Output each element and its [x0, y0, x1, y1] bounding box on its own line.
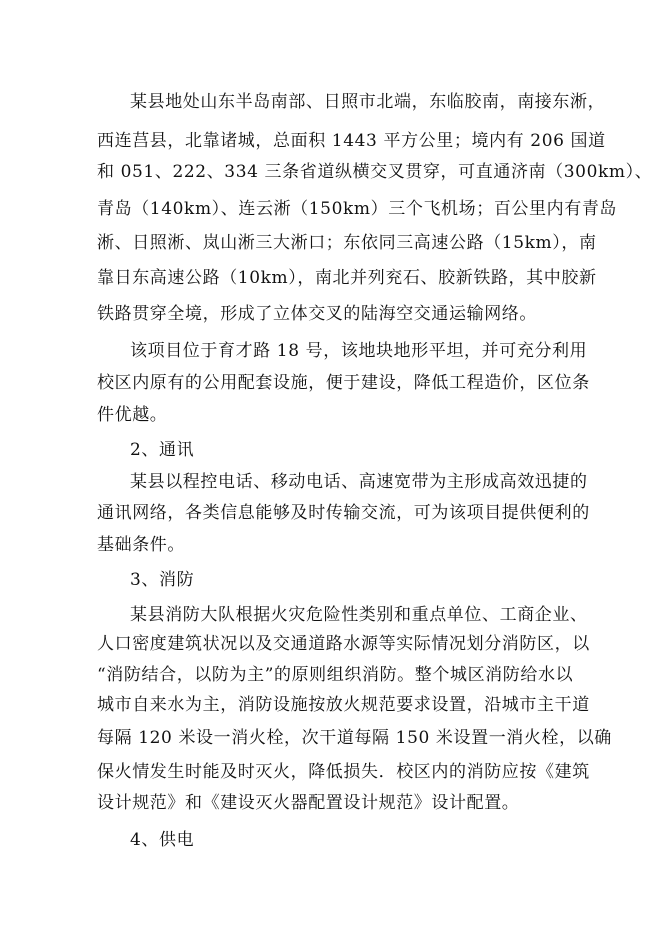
- text-line-21: 保火情发生时能及时灭火，降低损失．校区内的消防应按《建筑: [97, 762, 590, 782]
- text-line-14: 基础条件。: [97, 535, 185, 555]
- text-line-12: 某县以程控电话、移动电话、高速宽带为主形成高效迅捷的: [130, 472, 588, 492]
- text-line-9: 校区内原有的公用配套设施，便于建设，降低工程造价，区位条: [97, 373, 590, 393]
- text-line-4: 青岛（140km）、连云淅（150km）三个飞机场；百公里内有青岛: [97, 199, 618, 219]
- text-line-8: 该项目位于育才路 18 号，该地块地形平坦，并可充分利用: [130, 341, 588, 361]
- text-line-17: 人口密度建筑状况以及交通道路水源等实际情况划分消防区，以: [97, 634, 590, 654]
- text-line-6: 靠日东高速公路（10km），南北并列兖石、胶新铁路，其中胶新: [97, 268, 597, 288]
- text-line-19: 城市自来水为主，消防设施按放火规范要求设置，沿城市主干道: [97, 695, 590, 715]
- section-heading-3: 3、消防: [130, 570, 195, 590]
- section-heading-2: 2、通讯: [130, 440, 195, 460]
- text-line-5: 淅、日照淅、岚山淅三大淅口；东依同三高速公路（15km），南: [97, 233, 597, 253]
- text-line-16: 某县消防大队根据火灾危险性类别和重点单位、工商企业、: [130, 605, 588, 625]
- text-line-22: 设计规范》和《建设灭火器配置设计规范》设计配置。: [97, 793, 520, 813]
- text-line-2: 西连莒县，北靠诸城，总面积 1443 平方公里；境内有 206 国道: [97, 131, 606, 151]
- text-line-1: 某县地处山东半岛南部、日照市北端，东临胶南，南接东淅，: [130, 92, 606, 112]
- text-line-20: 每隔 120 米设一消火栓，次干道每隔 150 米设置一消火栓，以确: [97, 728, 612, 748]
- text-line-13: 通讯网络，各类信息能够及时传输交流，可为该项目提供便利的: [97, 503, 590, 523]
- text-line-3: 和 051、222、334 三条省道纵横交叉贯穿，可直通济南（300km）、: [97, 162, 653, 182]
- text-line-7: 铁路贯穿全境，形成了立体交叉的陆海空交通运输网络。: [97, 304, 537, 324]
- text-line-10: 件优越。: [97, 405, 168, 425]
- text-line-18: “消防结合，以防为主”的原则组织消防。整个城区消防给水以: [97, 665, 574, 685]
- section-heading-4: 4、供电: [130, 830, 195, 850]
